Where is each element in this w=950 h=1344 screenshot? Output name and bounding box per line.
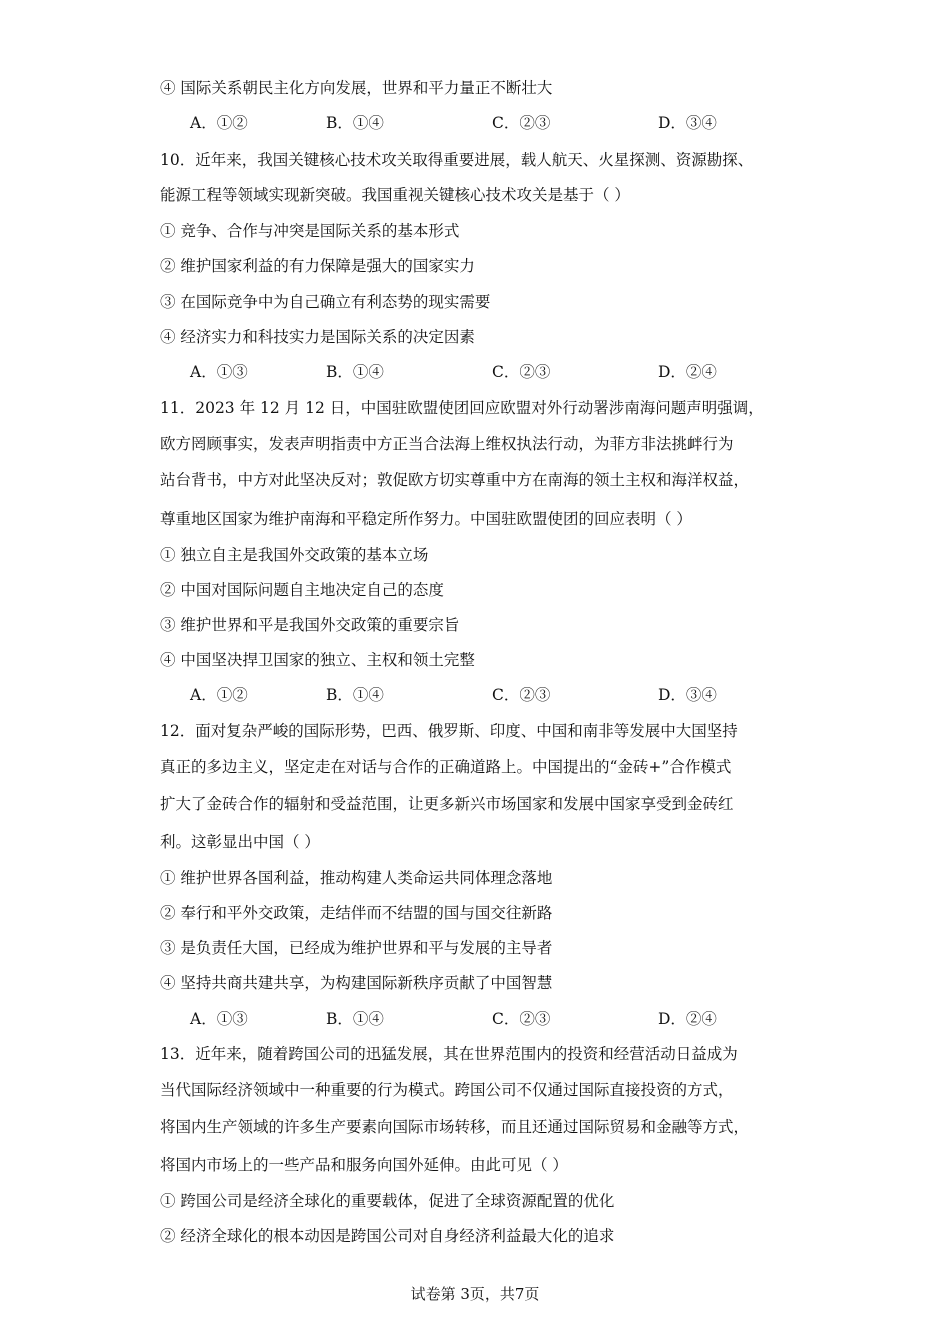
q12-option-a: A．①③ [190, 1010, 248, 1028]
q12-stem-line: 12．面对复杂严峻的国际形势，巴西、俄罗斯、印度、中国和南非等发展中大国坚持 [160, 722, 738, 740]
q9-options [0, 113, 950, 133]
q10-item-1: ① 竞争、合作与冲突是国际关系的基本形式 [160, 222, 460, 240]
q11-stem-line: 欧方罔顾事实，发表声明指责中方正当合法海上维权执法行动，为菲方非法挑衅行为 [160, 435, 734, 453]
q12-stem-line: 利。这彰显出中国（ ） [160, 833, 320, 851]
q13-stem-line: 将国内生产领域的许多生产要素向国际市场转移，而且还通过国际贸易和金融等方式， [160, 1118, 750, 1136]
q10-option-d: D．②④ [658, 363, 717, 381]
q13-stem-line: 当代国际经济领域中一种重要的行为模式。跨国公司不仅通过国际直接投资的方式， [160, 1081, 734, 1099]
q12-options [0, 1009, 950, 1029]
q13-stem-line: 13．近年来，随着跨国公司的迅猛发展，其在世界范围内的投资和经营活动日益成为 [160, 1045, 738, 1063]
q12-option-c: C．②③ [492, 1010, 551, 1028]
q12-item-3: ③ 是负责任大国，已经成为维护世界和平与发展的主导者 [160, 939, 553, 957]
q11-item-2: ② 中国对国际问题自主地决定自己的态度 [160, 581, 444, 599]
q12-item-1: ① 维护世界各国利益，推动构建人类命运共同体理念落地 [160, 869, 553, 887]
q9-item-4: ④ 国际关系朝民主化方向发展，世界和平力量正不断壮大 [160, 79, 553, 97]
q11-option-c: C．②③ [492, 686, 551, 704]
q10-option-b: B．①④ [326, 363, 384, 381]
q12-option-b: B．①④ [326, 1010, 384, 1028]
q9-option-d: D．③④ [658, 114, 717, 132]
q12-stem-line: 扩大了金砖合作的辐射和受益范围，让更多新兴市场国家和发展中国家享受到金砖红 [160, 795, 734, 813]
q11-option-a: A．①② [190, 686, 248, 704]
page-footer: 试卷第 3页，共7页 [410, 1285, 540, 1303]
q11-option-d: D．③④ [658, 686, 717, 704]
q10-stem-line: 10．近年来，我国关键核心技术攻关取得重要进展，载人航天、火星探测、资源勘探、 [160, 151, 754, 169]
q12-item-4: ④ 坚持共商共建共享，为构建国际新秩序贡献了中国智慧 [160, 974, 553, 992]
q11-item-4: ④ 中国坚决捍卫国家的独立、主权和领土完整 [160, 651, 475, 669]
q11-option-b: B．①④ [326, 686, 384, 704]
q13-stem-line: 将国内市场上的一些产品和服务向国外延伸。由此可见（ ） [160, 1156, 568, 1174]
q11-stem-line: 站台背书，中方对此坚决反对；敦促欧方切实尊重中方在南海的领土主权和海洋权益， [160, 471, 750, 489]
q11-item-1: ① 独立自主是我国外交政策的基本立场 [160, 546, 429, 564]
q10-item-4: ④ 经济实力和科技实力是国际关系的决定因素 [160, 328, 475, 346]
q12-stem-line: 真正的多边主义，坚定走在对话与合作的正确道路上。中国提出的“金砖+”合作模式 [160, 758, 732, 776]
q10-option-c: C．②③ [492, 363, 551, 381]
q11-stem-line: 尊重地区国家为维护南海和平稳定所作努力。中国驻欧盟使团的回应表明（ ） [160, 510, 692, 528]
q9-option-c: C．②③ [492, 114, 551, 132]
q13-item-1: ① 跨国公司是经济全球化的重要载体，促进了全球资源配置的优化 [160, 1192, 615, 1210]
q9-option-b: B．①④ [326, 114, 384, 132]
q13-item-2: ② 经济全球化的根本动因是跨国公司对自身经济利益最大化的追求 [160, 1227, 615, 1245]
q11-item-3: ③ 维护世界和平是我国外交政策的重要宗旨 [160, 616, 460, 634]
q10-option-a: A．①③ [190, 363, 248, 381]
q10-item-2: ② 维护国家利益的有力保障是强大的国家实力 [160, 257, 475, 275]
q9-option-a: A．①② [190, 114, 248, 132]
q12-option-d: D．②④ [658, 1010, 717, 1028]
q11-stem-line: 11．2023 年 12 月 12 日，中国驻欧盟使团回应欧盟对外行动署涉南海问题声明强调， [160, 399, 764, 417]
q10-item-3: ③ 在国际竞争中为自己确立有利态势的现实需要 [160, 293, 491, 311]
q12-item-2: ② 奉行和平外交政策，走结伴而不结盟的国与国交往新路 [160, 904, 553, 922]
q10-options [0, 362, 950, 382]
q10-stem-line: 能源工程等领域实现新突破。我国重视关键核心技术攻关是基于（ ） [160, 186, 630, 204]
q11-options [0, 685, 950, 705]
